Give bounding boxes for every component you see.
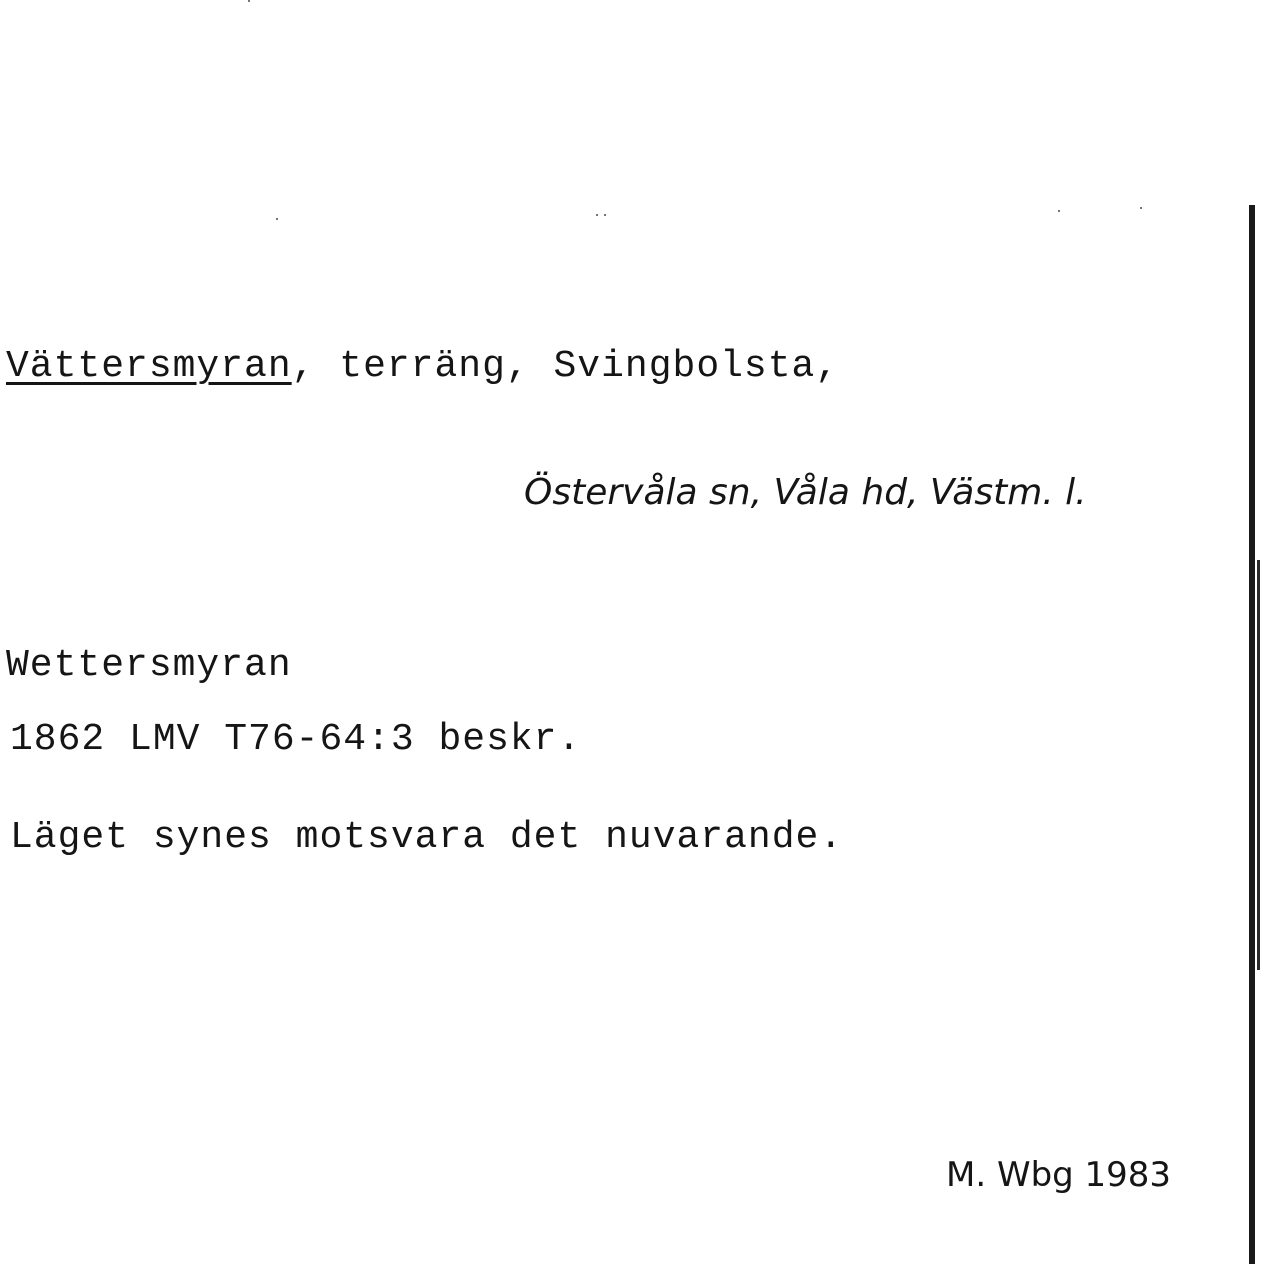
scan-speck <box>604 214 606 216</box>
scan-speck <box>276 218 278 220</box>
headword: Vättersmyran <box>6 345 292 388</box>
source-reference: 1862 LMV T76-64:3 beskr. <box>10 718 582 761</box>
scan-speck <box>1140 207 1142 209</box>
title-description: , terräng, Svingbolsta, <box>291 345 840 388</box>
card-edge-shadow <box>1257 560 1260 970</box>
location-line: Östervåla sn, Våla hd, Västm. l. <box>524 472 1087 513</box>
card-edge-line <box>1249 205 1255 1264</box>
scan-speck <box>596 214 598 216</box>
scan-speck <box>1058 210 1060 212</box>
note: Läget synes motsvara det nuvarande. <box>10 816 844 859</box>
old-form: Wettersmyran <box>6 644 292 687</box>
title-line <box>6 345 839 388</box>
scan-speck <box>248 0 250 2</box>
signature: M. Wbg 1983 <box>946 1155 1172 1195</box>
